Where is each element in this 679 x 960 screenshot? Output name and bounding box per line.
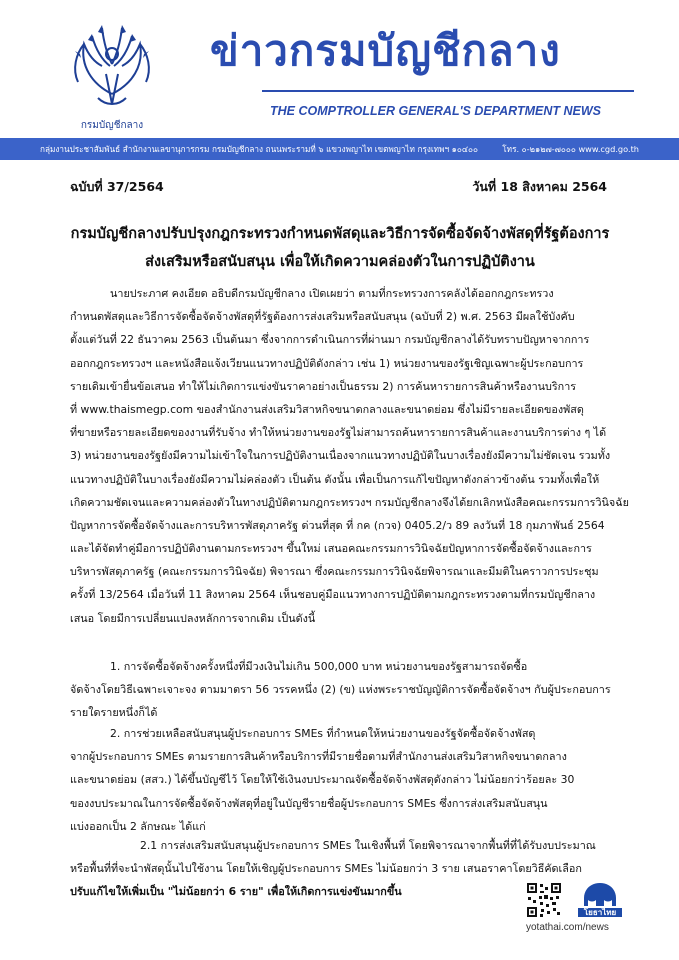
paragraph-point-2 — [70, 722, 630, 838]
contact-phone-web: โทร. ๐-๒๑๒๗-๗๐๐๐ www.cgd.go.th — [502, 144, 639, 154]
headline-line-2: ส่งเสริมหรือสนับสนุน เพื่อให้เกิดความคล่องตัวในการปฏิบัติงาน — [145, 254, 535, 270]
text-line: ออกกฎกระทรวงฯ และหนังสือแจ้งเวียนแนวทางปฏิบัติดังกล่าว เช่น 1) หน่วยงานของรัฐเชิญเฉพาะผู้ประกอบการ — [70, 356, 584, 370]
brand-name: โยธาไทย — [583, 908, 617, 917]
garuda-logo-icon — [62, 14, 162, 114]
text-line: ปัญหาการจัดซื้อจัดจ้างและการบริหารพัสดุภาครัฐ ด่วนที่สุด ที่ กค (กวจ) 0405.2/ว 89 ลงวันที่ 18 กุมภาพันธ์ 2564 — [70, 518, 605, 532]
text-line: แนวทางปฏิบัติในบางเรื่องยังมีความไม่คล่องตัว เป็นต้น ดังนั้น เพื่อเป็นการแก้ไขปัญหาดังกล่าวข้างต้น รวมทั้งเพื่อให้ — [70, 472, 600, 486]
contact-address: กลุ่มงานประชาสัมพันธ์ สำนักงานเลขานุการกรม กรมบัญชีกลาง ถนนพระรามที่ ๖ แขวงพญาไท เขตพญาไท กรุงเทพฯ ๑๐๔๐๐ — [40, 144, 479, 154]
text-line: ที่ www.thaismegp.com ของสำนักงานส่งเสริมวิสาหกิจขนาดกลางและขนาดย่อม ซึ่งไม่มีรายละเอียดของพัสดุ — [70, 402, 584, 416]
yotathai-brand-logo — [572, 880, 628, 920]
text-line: จากผู้ประกอบการ SMEs ตามรายการสินค้าหรือบริการที่มีรายชื่อตามที่สำนักงานส่งเสริมวิสาหกิจขนาดกลาง — [70, 750, 567, 764]
text-line: 2. การช่วยเหลือสนับสนุนผู้ประกอบการ SMEs ที่กำหนดให้หน่วยงานของรัฐจัดซื้อจัดจ้างพัสดุ — [110, 727, 536, 740]
masthead-divider — [262, 90, 634, 92]
paragraph-intro — [70, 282, 630, 630]
text-line: กำหนดพัสดุและวิธีการจัดซื้อจัดจ้างพัสดุที่รัฐต้องการส่งเสริมหรือสนับสนุน (ฉบับที่ 2) พ.ศ. 2563 มีผลใช้บังคับ — [70, 310, 575, 324]
masthead — [0, 0, 679, 140]
text-line: และขนาดย่อม (สสว.) ได้ขึ้นบัญชีไว้ โดยให้ใช้เงินงบประมาณจัดซื้อจัดจ้างพัสดุดังกล่าว ไม่น้อยกว่าร้อยละ 30 — [70, 773, 575, 787]
text-line: บริหารพัสดุภาครัฐ (คณะกรรมการวินิจฉัย) พิจารณา ซึ่งคณะกรรมการวินิจฉัยพิจารณาและมีมติในคราวการประชุม — [70, 565, 599, 579]
text-line: ที่ขายหรือรายละเอียดของงานที่รับจ้าง ทำให้หน่วยงานของรัฐไม่สามารถค้นหารายการสินค้าและงานบริการต่าง ๆ ได้ — [70, 426, 607, 440]
text-line: ของงบประมาณในการจัดซื้อจัดจ้างพัสดุที่อยู่ในบัญชีรายชื่อผู้ประกอบการ SMEs ซึ่งการส่งเสริมสนับสนุน — [70, 796, 548, 810]
logo-caption: กรมบัญชีกลาง — [80, 120, 144, 131]
issue-date: วันที่ 18 สิงหาคม 2564 — [472, 179, 607, 194]
text-line: หรือพื้นที่ที่จะนำพัสดุนั้นไปใช้งาน โดยให้เชิญผู้ประกอบการ SMEs ไม่น้อยกว่า 3 ราย เสนอราคาโดยวิธีคัดเลือก — [70, 862, 582, 876]
headline-line-1: กรมบัญชีกลางปรับปรุงกฎกระทรวงกำหนดพัสดุและวิธีการจัดซื้อจัดจ้างพัสดุที่รัฐต้องการ — [70, 226, 610, 242]
text-line: 2.1 การส่งเสริมสนับสนุนผู้ประกอบการ SMEs ในเชิงพื้นที่ โดยพิจารณาจากพื้นที่ที่ได้รับงบประมาณ — [140, 839, 596, 852]
masthead-title-th: ข่าวกรมบัญชีกลาง — [210, 26, 561, 75]
issue-number: ฉบับที่ 37/2564 — [70, 179, 164, 194]
text-line: 1. การจัดซื้อจัดจ้างครั้งหนึ่งที่มีวงเงินไม่เกิน 500,000 บาท หน่วยงานของรัฐสามารถจัดซื้อ — [110, 660, 528, 673]
contact-bar — [0, 138, 679, 160]
emphasis-line: ปรับแก้ไขให้เพิ่มเป็น "ไม่น้อยกว่า 6 ราย" เพื่อให้เกิดการแข่งขันมากขึ้น — [70, 885, 402, 899]
text-line: ตั้งแต่วันที่ 22 ธันวาคม 2563 เป็นต้นมา ซึ่งจากการดำเนินการที่ผ่านมา กรมบัญชีกลางได้รับทราบปัญหาจากการ — [70, 333, 590, 347]
text-line: จัดจ้างโดยวิธีเฉพาะเจาะจง ตามมาตรา 56 วรรคหนึ่ง (2) (ข) แห่งพระราชบัญญัติการจัดซื้อจัดจ้างฯ กับผู้ประกอบการ — [70, 683, 611, 697]
masthead-title-en: THE COMPTROLLER GENERAL'S DEPARTMENT NEWS — [270, 104, 601, 118]
text-line: รายเดิมเข้ายื่นข้อเสนอ ทำให้ไม่เกิดการแข่งขันราคาอย่างเป็นธรรม 2) การค้นหารายการสินค้าหรืองานบริการ — [70, 379, 577, 393]
source-url: yotathai.com/news — [526, 922, 609, 933]
text-line: 3) หน่วยงานของรัฐยังมีความไม่เข้าใจในการปฏิบัติงานเนื่องจากแนวทางปฏิบัติในบางเรื่องยังมีความไม่ชัดเจน รวมทั้ง — [70, 449, 611, 463]
paragraph-point-1 — [70, 655, 630, 725]
qr-code-icon — [526, 882, 562, 918]
text-line: และได้จัดทำคู่มือการปฏิบัติงานตามกระทรวงฯ ขึ้นใหม่ เสนอคณะกรรมการวินิจฉัยปัญหาการจัดซื้อจัดจ้างและการ — [70, 542, 592, 556]
text-line: เกิดความชัดเจนและความคล่องตัวในทางปฏิบัติตามกฎกระทรวงฯ กรมบัญชีกลางจึงได้ยกเลิกหนังสือคณะกรรมการวินิจฉัย — [70, 495, 629, 509]
text-line: ครั้งที่ 13/2564 เมื่อวันที่ 11 สิงหาคม 2564 เห็นชอบคู่มือแนวทางการปฏิบัติตามกฎกระทรวงตามที่กรมบัญชีกลาง — [70, 588, 596, 602]
text-line: เสนอ โดยมีการเปลี่ยนแปลงหลักการจากเดิม เป็นดังนี้ — [70, 611, 316, 625]
text-line: รายใดรายหนึ่งก็ได้ — [70, 706, 158, 720]
text-line: แบ่งออกเป็น 2 ลักษณะ ได้แก่ — [70, 819, 206, 833]
text-line: นายประภาศ คงเอียด อธิบดีกรมบัญชีกลาง เปิดเผยว่า ตามที่กระทรวงการคลังได้ออกกฎกระทรวง — [110, 287, 554, 300]
